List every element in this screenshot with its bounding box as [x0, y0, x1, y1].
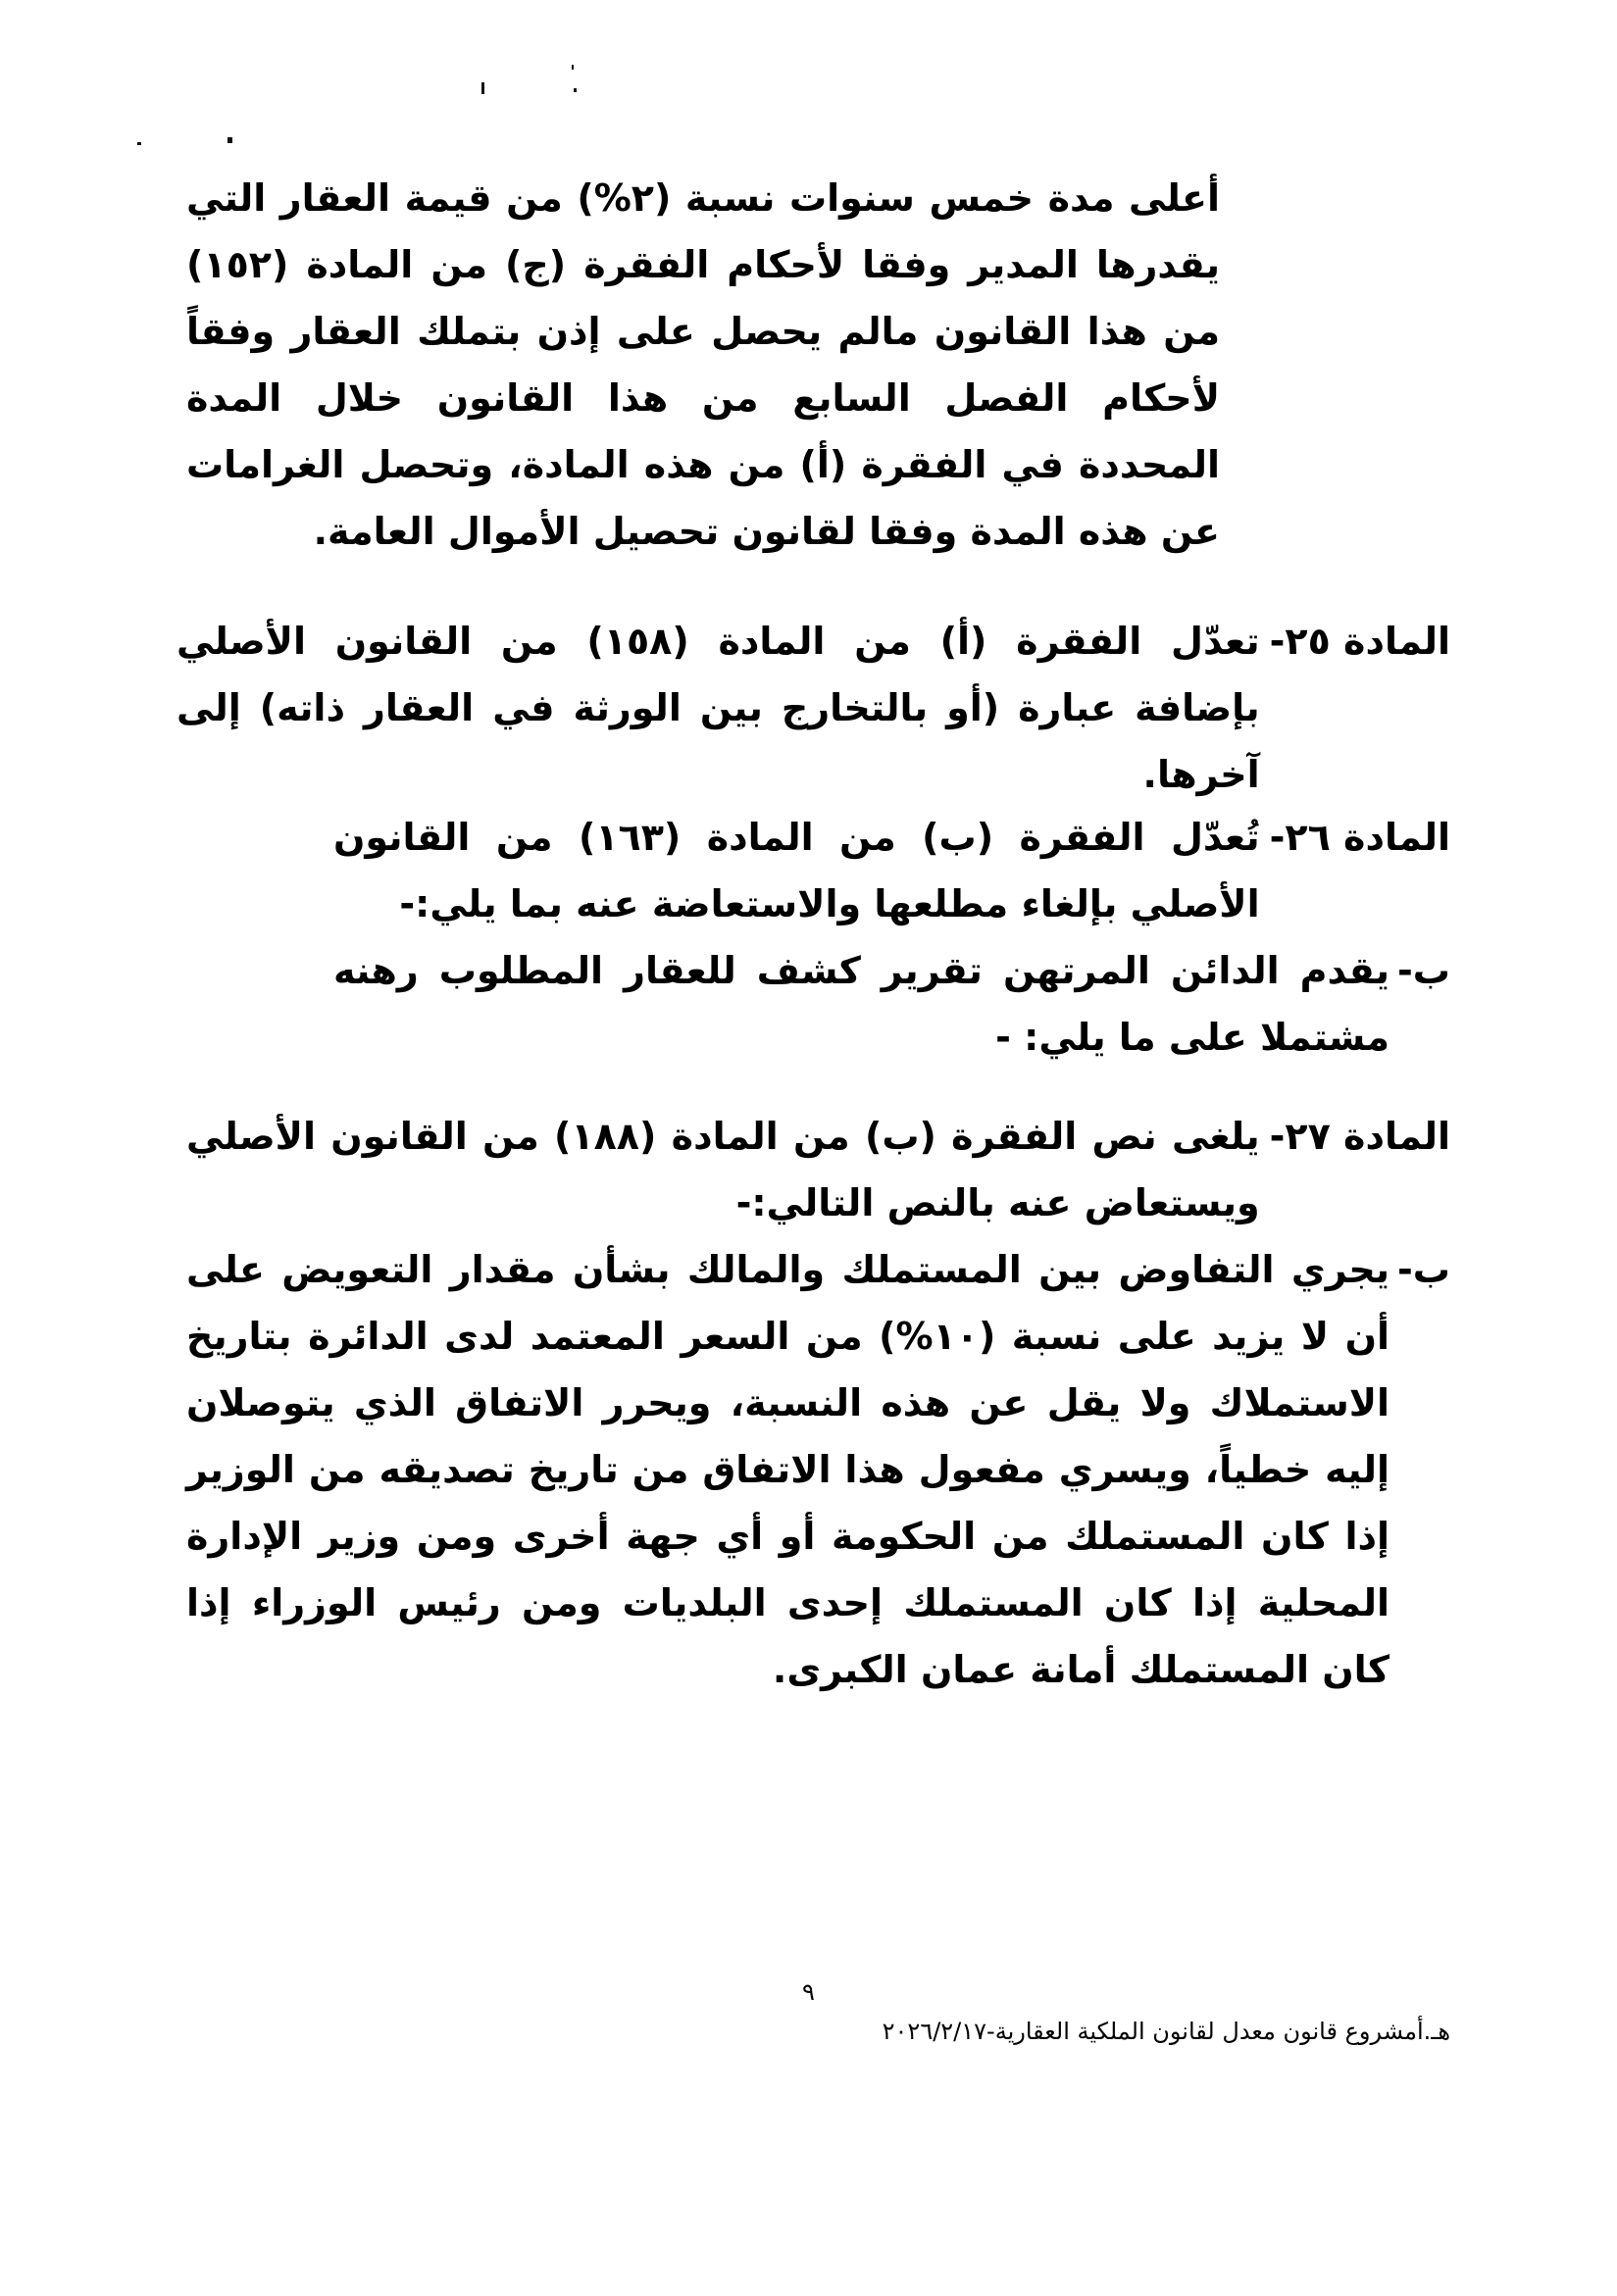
article-25: [177, 608, 1450, 808]
article-26: [333, 804, 1450, 1071]
article-text: تعدّل الفقرة (أ) من المادة (١٥٨) من القانون الأصلي بإضافة عبارة (أو بالتخارج بين الورثة في العقار ذاته) إلى آخرها.: [177, 620, 1260, 796]
scan-speck: [481, 82, 484, 94]
scan-speck: [574, 88, 577, 92]
scan-speck: [572, 65, 574, 70]
intro-paragraph: أعلى مدة خمس سنوات نسبة (٢%) من قيمة العقار التي يقدرها المدير وفقا لأحكام الفقرة (ج) من المادة (١٥٢) من هذا القانون مالم يحصل على إذن بتملك العقار وفقاً لأحكام الفصل السابع من هذا القانون خلال المدة المحددة في الفقرة (أ) من هذه المادة، وتحصل الغرامات عن هذه المدة وفقا لقانون تحصيل الأموال العامة.: [186, 176, 1220, 553]
subclause-text: يجري التفاوض بين المستملك والمالك بشأن مقدار التعويض على أن لا يزيد على نسبة (١٠%) من السعر المعتمد لدى الدائرة بتاريخ الاستملاك ولا يقل عن هذه النسبة، ويحرر الاتفاق الذي يتوصلان إليه خطياً، ويسري مفعول هذا الاتفاق من تاريخ تصديقه من الوزير إذا كان المستملك من الحكومة أو أي جهة أخرى ومن وزير الإدارة المحلية إذا كان المستملك إحدى البلديات ومن رئيس الوزراء إذا كان المستملك أمانة عمان الكبرى.: [186, 1248, 1390, 1691]
article-label: المادة ٢٧-: [1269, 1115, 1450, 1158]
article-subclause: [333, 937, 1450, 1071]
footer-text: هـ.أمشروع قانون معدل لقانون الملكية العقارية-٢٠٢٦/٢/١٧: [882, 2018, 1450, 2045]
scan-speck: [137, 142, 141, 145]
subclause-letter: ب-: [1397, 949, 1450, 992]
scan-speck: [227, 137, 232, 143]
article-text: تُعدّل الفقرة (ب) من المادة (١٦٣) من القانون الأصلي بإلغاء مطلعها والاستعاضة عنه بما يلي:-: [333, 816, 1260, 925]
article-subclause: [186, 1236, 1450, 1703]
article-label: المادة ٢٥-: [1269, 620, 1450, 663]
page-number: ٩: [802, 1978, 815, 2006]
subclause-letter: ب-: [1397, 1248, 1450, 1291]
subclause-text: يقدم الدائن المرتهن تقرير كشف للعقار المطلوب رهنه مشتملا على ما يلي: -: [333, 949, 1390, 1059]
article-text: يلغى نص الفقرة (ب) من المادة (١٨٨) من القانون الأصلي ويستعاض عنه بالنص التالي:-: [186, 1115, 1260, 1224]
article-27: [186, 1103, 1450, 1703]
article-label: المادة ٢٦-: [1269, 816, 1450, 859]
